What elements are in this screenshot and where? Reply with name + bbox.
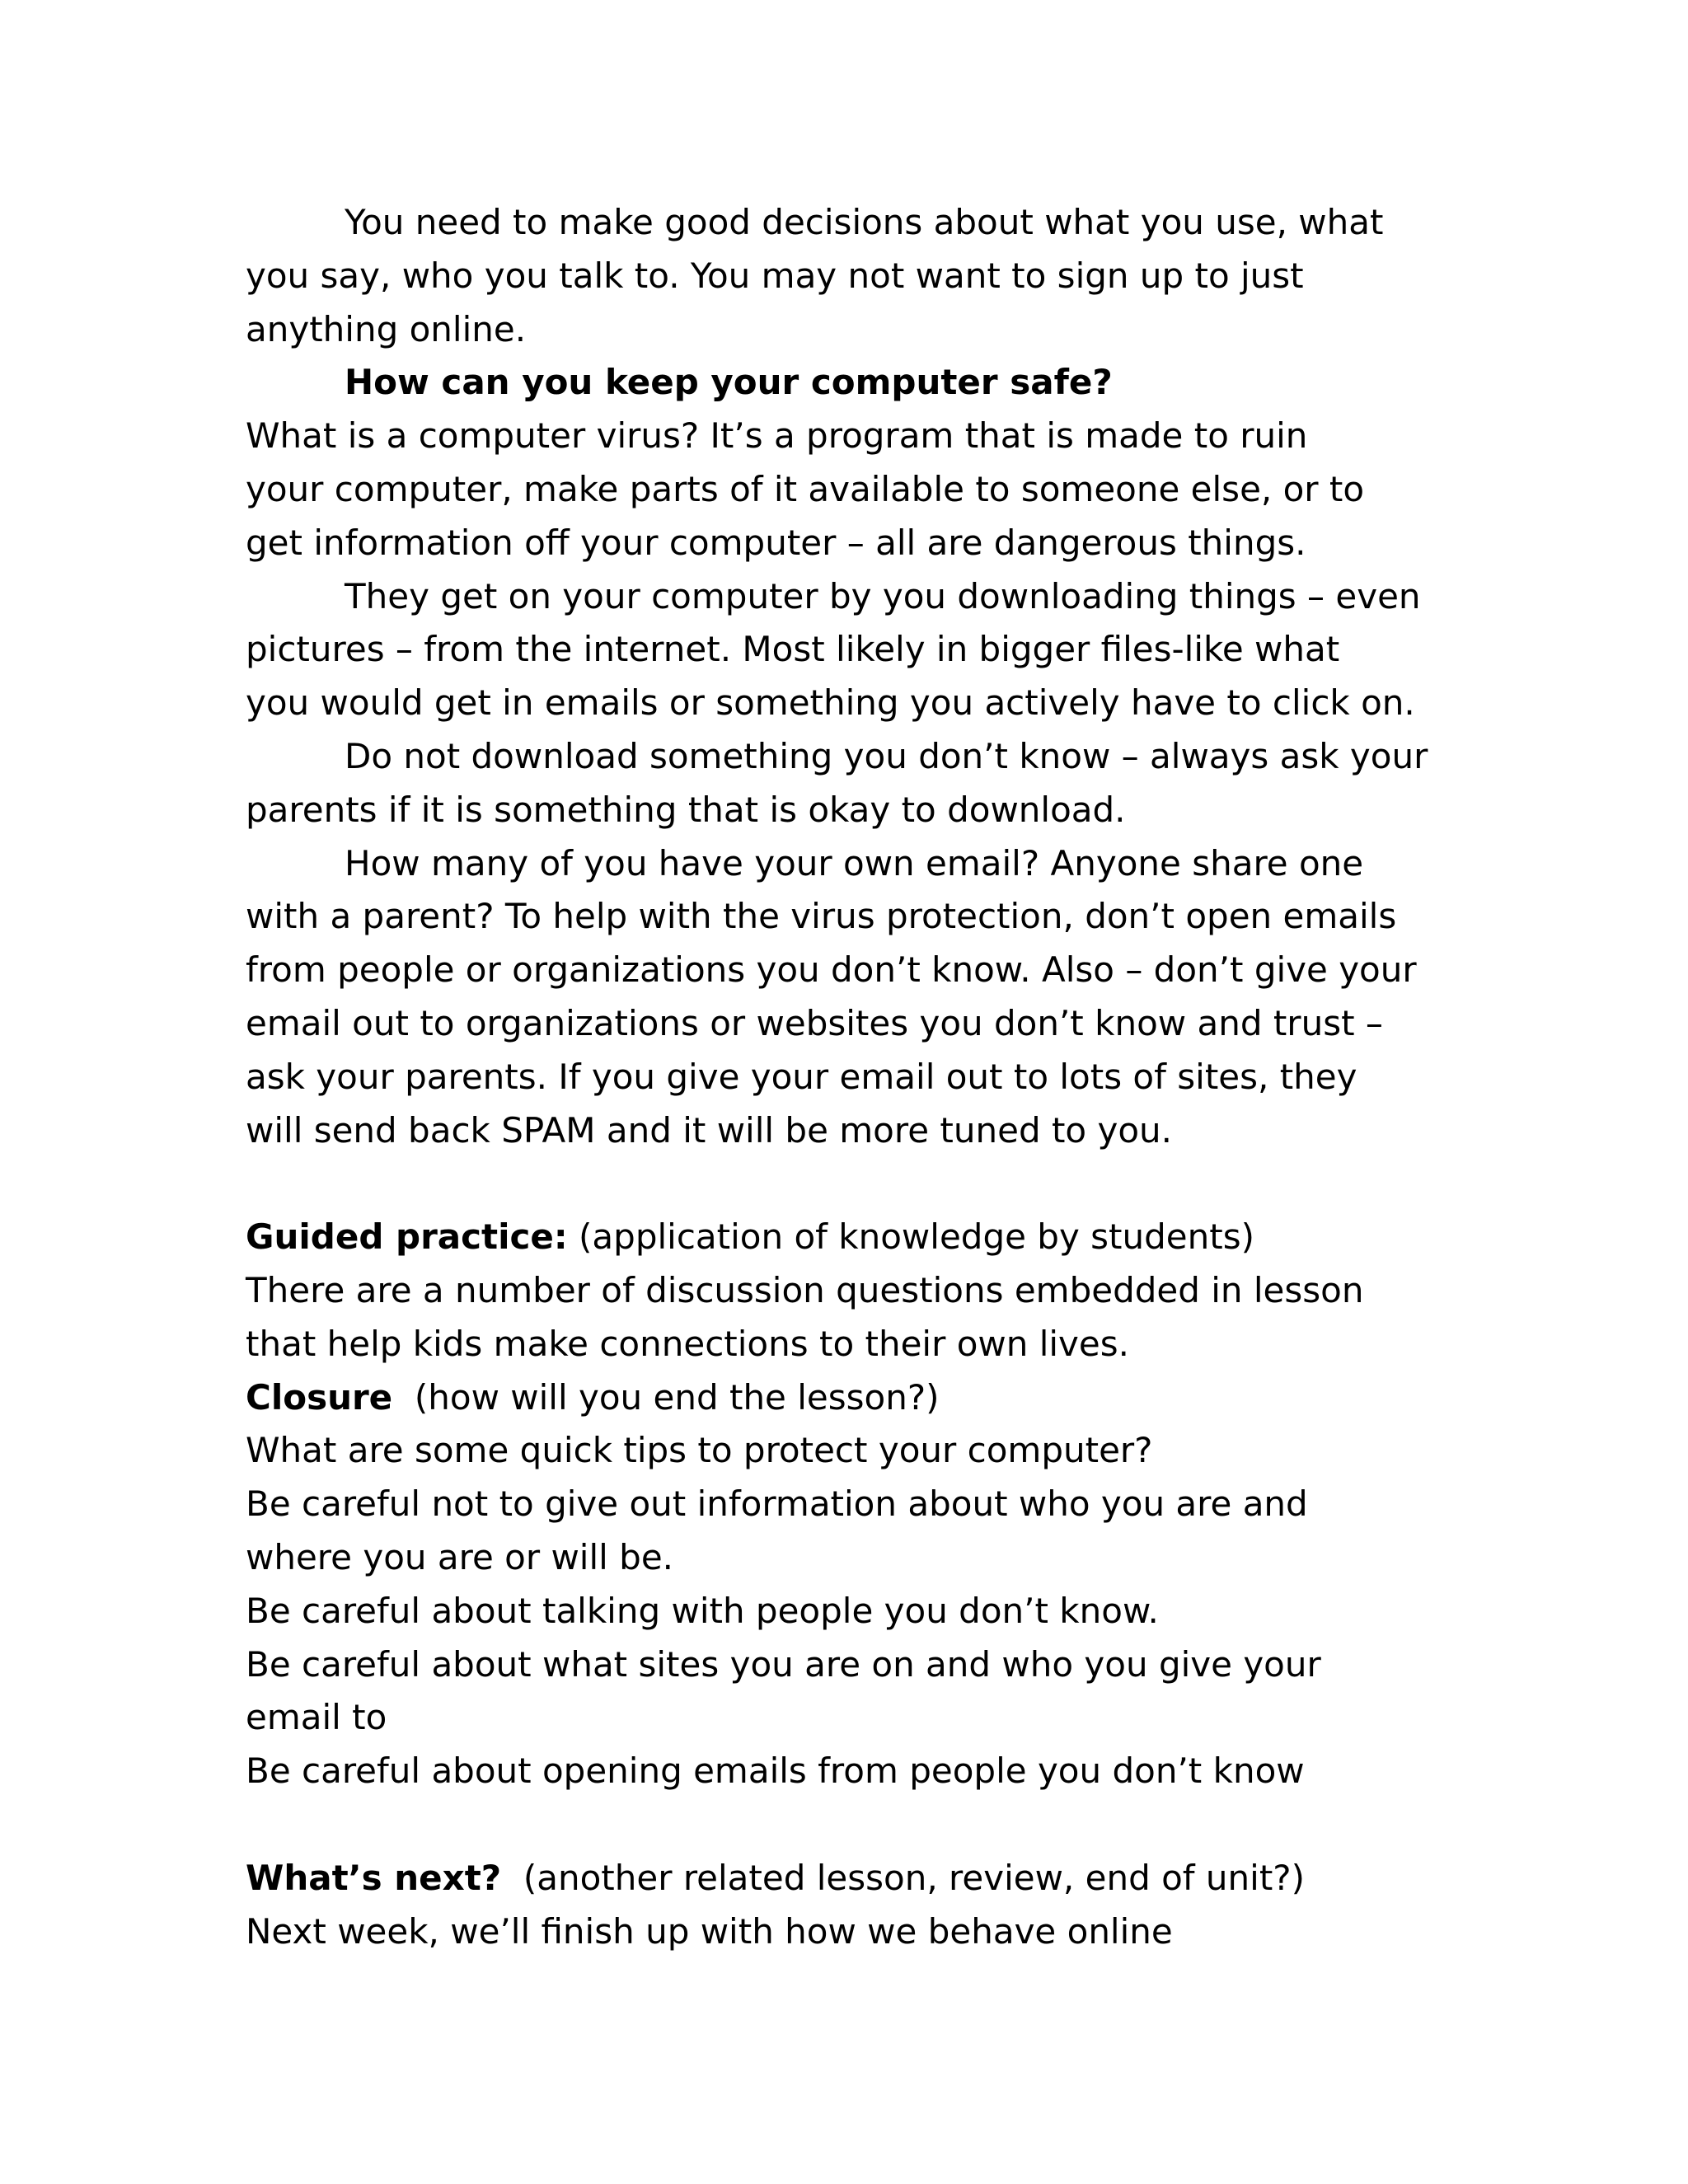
section-heading: How can you keep your computer safe? xyxy=(345,362,1113,403)
paragraph-line: There are a number of discussion questions embedded in lesson xyxy=(246,1269,1364,1310)
paragraph-line: Be careful about opening emails from people you don’t know xyxy=(246,1750,1305,1792)
whats-next-label: What’s next? xyxy=(246,1857,502,1898)
paragraph-line: What is a computer virus? It’s a program that is made to ruin xyxy=(246,415,1308,457)
paragraph-line: pictures – from the internet. Most likely in bigger files-like what xyxy=(246,629,1340,670)
guided-practice-note: (application of knowledge by students) xyxy=(567,1216,1254,1258)
paragraph-line: parents if it is something that is okay to download. xyxy=(246,789,1126,830)
closure-heading xyxy=(246,1371,1449,1425)
paragraph-line: you say, who you talk to. You may not want to sign up to just xyxy=(246,255,1304,296)
paragraph-line: How many of you have your own email? Anyone share one xyxy=(345,842,1364,883)
paragraph-line: Next week, we’ll finish up with how we behave online xyxy=(246,1910,1173,1952)
paragraph-line: your computer, make parts of it available to someone else, or to xyxy=(246,468,1365,509)
paragraph-line: will send back SPAM and it will be more tuned to you. xyxy=(246,1109,1172,1151)
paragraph-line: you would get in emails or something you actively have to click on. xyxy=(246,682,1415,724)
whats-next-heading xyxy=(246,1852,1449,1905)
guided-practice-label: Guided practice: xyxy=(246,1216,568,1258)
paragraph-line: get information off your computer – all are dangerous things. xyxy=(246,522,1306,563)
closure-label: Closure xyxy=(246,1376,393,1418)
paragraph-line: with a parent? To help with the virus protection, don’t open emails xyxy=(246,896,1397,937)
paragraph-line: Be careful about what sites you are on and who you give your xyxy=(246,1643,1321,1685)
paragraph-line: ask your parents. If you give your email out to lots of sites, they xyxy=(246,1056,1357,1097)
paragraph-line: that help kids make connections to their own lives. xyxy=(246,1323,1129,1364)
paragraph-line: They get on your computer by you downloading things – even xyxy=(345,575,1421,616)
paragraph-line: where you are or will be. xyxy=(246,1536,674,1577)
paragraph-line: Be careful about talking with people you don’t know. xyxy=(246,1590,1159,1631)
paragraph-line: Be careful not to give out information about who you are and xyxy=(246,1483,1308,1525)
whats-next-note: (another related lesson, review, end of unit?) xyxy=(501,1857,1305,1898)
paragraph-line: You need to make good decisions about what you use, what xyxy=(345,202,1384,242)
paragraph-line: anything online. xyxy=(246,308,527,349)
paragraph-line: email out to organizations or websites you don’t know and trust – xyxy=(246,1002,1383,1043)
spacer xyxy=(246,1157,1449,1211)
paragraph-line: What are some quick tips to protect your computer? xyxy=(246,1430,1153,1471)
lesson-text xyxy=(246,196,1449,1958)
paragraph-line: Do not download something you don’t know – always ask your xyxy=(345,735,1428,776)
paragraph-line: email to xyxy=(246,1697,387,1738)
guided-practice-heading xyxy=(246,1211,1449,1264)
paragraph-line: from people or organizations you don’t know. Also – don’t give your xyxy=(246,949,1417,991)
spacer xyxy=(246,1798,1449,1852)
closure-note: (how will you end the lesson?) xyxy=(392,1376,940,1418)
